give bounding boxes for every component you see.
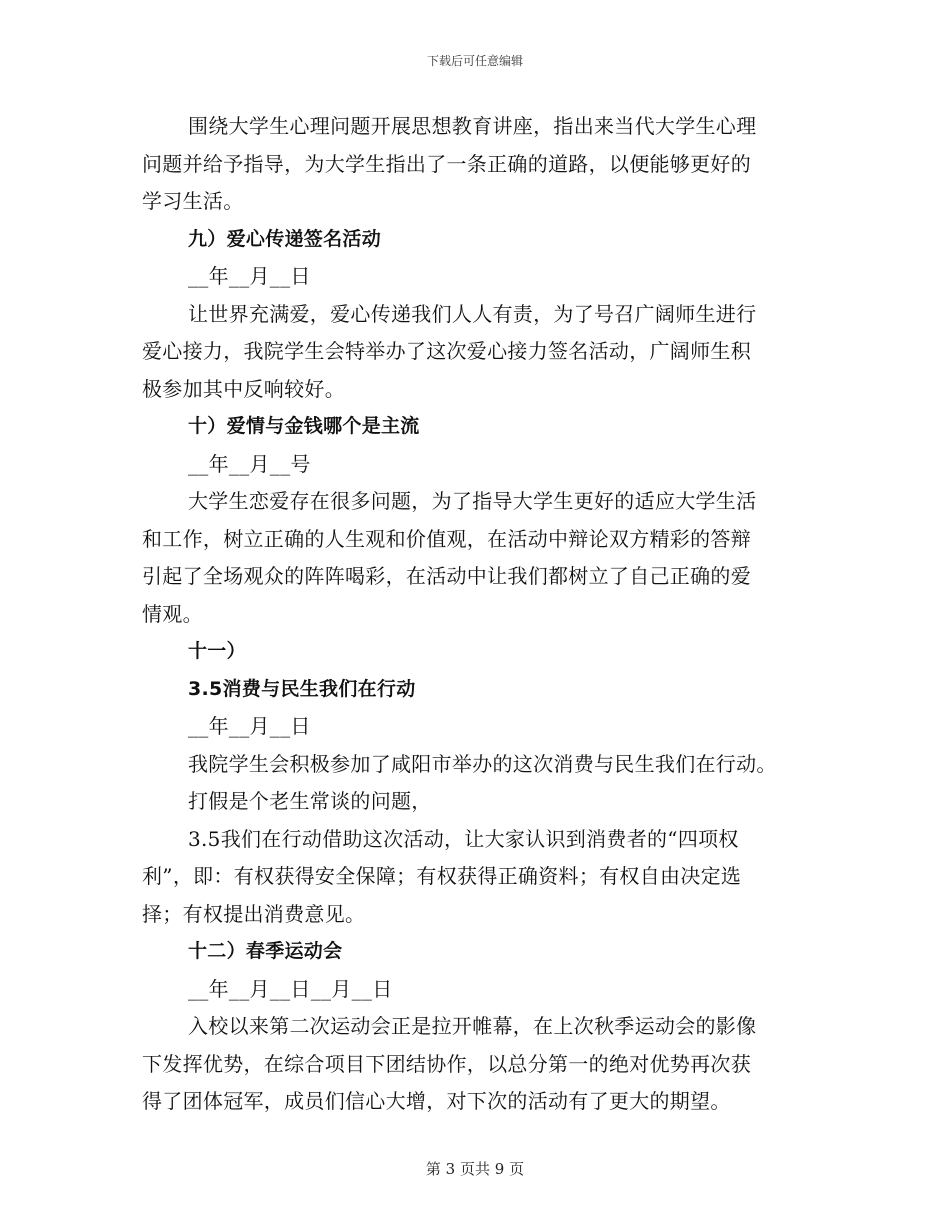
text-line: __年__月__日 xyxy=(188,264,311,288)
text-line: __年__月__日 xyxy=(188,714,311,738)
text-line: 3.5我们在行动借助这次活动，让大家认识到消费者的“四项权 xyxy=(188,826,739,851)
section-heading: 十二）春季运动会 xyxy=(188,940,343,962)
text-line: 我院学生会积极参加了咸阳市举办的这次消费与民生我们在行动。 xyxy=(188,751,777,776)
page-footer: 第 3 页共 9 页 xyxy=(425,1160,525,1178)
text-line: __年__月__日__月__日 xyxy=(188,976,393,1001)
text-line: 情观。 xyxy=(142,601,203,626)
text-line: __年__月__号 xyxy=(188,451,311,476)
text-line: 围绕大学生心理问题开展思想教育讲座，指出来当代大学生心理 xyxy=(188,114,757,138)
text-line: 问题并给予指导，为大学生指出了一条正确的道路，以便能够更好的 xyxy=(142,151,751,176)
text-line: 极参加其中反响较好。 xyxy=(142,376,345,401)
text-line: 学习生活。 xyxy=(142,189,244,213)
text-line: 引起了全场观众的阵阵喝彩，在活动中让我们都树立了自己正确的爱 xyxy=(142,564,751,588)
document-body xyxy=(142,108,812,1121)
text-line: 得了团体冠军，成员们信心大增，对下次的活动有了更大的期望。 xyxy=(142,1089,731,1113)
text-line: 让世界充满爱，爱心传递我们人人有责，为了号召广阔师生进行 xyxy=(188,301,757,326)
text-line: 利”，即：有权获得安全保障；有权获得正确资料；有权自由决定选 xyxy=(142,864,742,888)
section-heading: 十一） xyxy=(188,640,246,662)
text-line: 入校以来第二次运动会正是拉开帷幕，在上次秋季运动会的影像 xyxy=(188,1014,757,1038)
section-heading: 3.5消费与民生我们在行动 xyxy=(188,677,416,700)
page-header: 下载后可任意编辑 xyxy=(426,54,523,68)
text-line: 和工作，树立正确的人生观和价值观，在活动中辩论双方精彩的答辩 xyxy=(142,526,751,551)
text-line: 下发挥优势，在综合项目下团结协作，以总分第一的绝对优势再次获 xyxy=(142,1051,751,1076)
text-line: 大学生恋爱存在很多问题，为了指导大学生更好的适应大学生活 xyxy=(188,489,757,513)
text-line: 择；有权提出消费意见。 xyxy=(142,901,366,926)
section-heading: 十）爱情与金钱哪个是主流 xyxy=(188,415,420,437)
text-line: 爱心接力，我院学生会特举办了这次爱心接力签名活动，广阔师生积 xyxy=(142,339,751,363)
text-line: 打假是个老生常谈的问题， xyxy=(188,789,432,813)
section-heading: 九）爱心传递签名活动 xyxy=(188,227,382,250)
